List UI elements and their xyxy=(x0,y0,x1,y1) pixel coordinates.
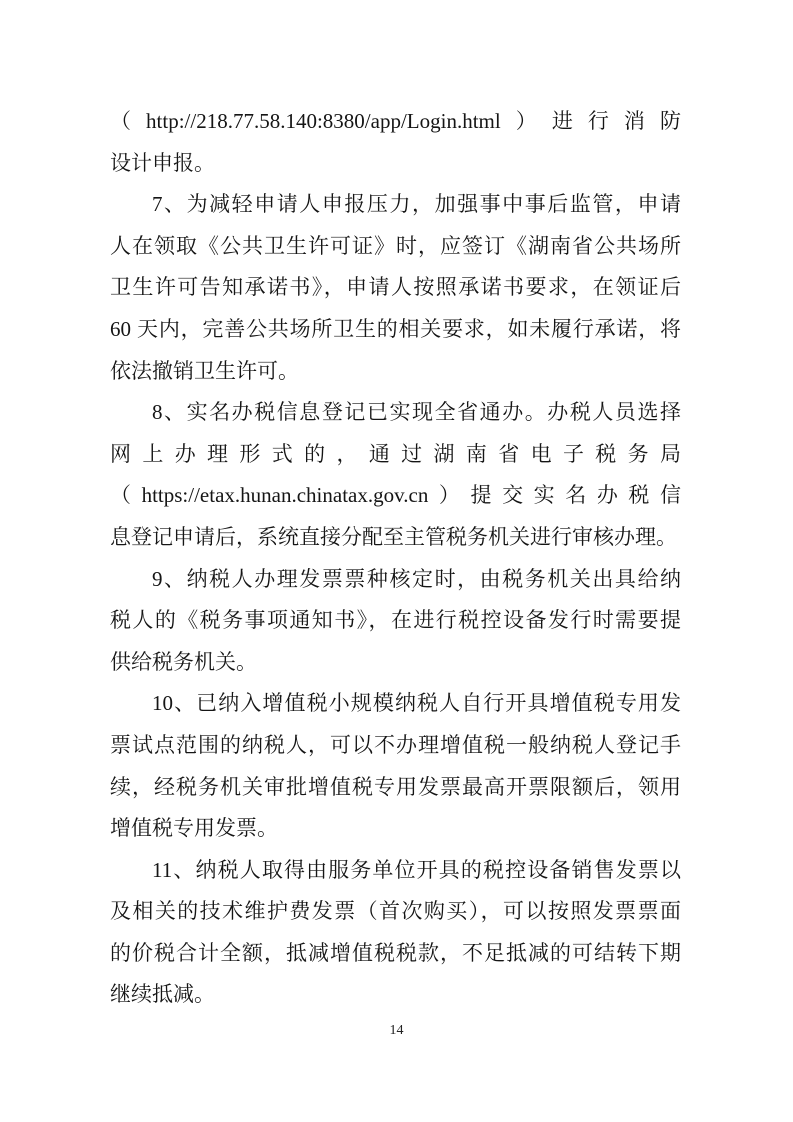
text-line: 卫生许可告知承诺书》，申请人按照承诺书要求，在领证后 xyxy=(110,275,681,300)
text-line: 10、已纳入增值税小规模纳税人自行开具增值税专用发 xyxy=(152,691,681,716)
text-line: 增值税专用发票。 xyxy=(110,816,278,841)
text-line: 税人的《税务事项通知书》，在进行税控设备发行时需要提 xyxy=(110,608,681,633)
text-line: 续，经税务机关审批增值税专用发票最高开票限额后，领用 xyxy=(110,774,681,799)
text-line: 设计申报。 xyxy=(110,150,215,175)
text-line: 票试点范围的纳税人，可以不办理增值税一般纳税人登记手 xyxy=(110,732,681,757)
page-number: 14 xyxy=(389,1023,404,1038)
text-line: 及相关的技术维护费发票（首次购买），可以按照发票票面 xyxy=(110,899,681,924)
text-line: 供给税务机关。 xyxy=(110,649,257,674)
text-line: 人在领取《公共卫生许可证》时，应签订《湖南省公共场所 xyxy=(110,233,681,258)
text-line: 7、为减轻申请人申报压力，加强事中事后监管，申请 xyxy=(152,192,681,217)
text-line: 9、纳税人办理发票票种核定时，由税务机关出具给纳 xyxy=(152,566,681,591)
text-line: （http://218.77.58.140:8380/app/Login.html）进行消防 xyxy=(110,109,681,133)
text-line: 的价税合计全额，抵减增值税税款，不足抵减的可结转下期 xyxy=(110,940,681,965)
text-line: 依法撤销卫生许可。 xyxy=(110,358,299,383)
document-body xyxy=(110,101,681,1016)
text-line: 8、实名办税信息登记已实现全省通办。办税人员选择 xyxy=(152,400,681,425)
text-line: 11、纳税人取得由服务单位开具的税控设备销售发票以 xyxy=(152,857,681,882)
text-line: 息登记申请后，系统直接分配至主管税务机关进行审核办理。 xyxy=(110,524,677,549)
text-line: 继续抵减。 xyxy=(110,982,215,1007)
text-line: 60 天内，完善公共场所卫生的相关要求，如未履行承诺，将 xyxy=(110,316,681,341)
text-line: （https://etax.hunan.chinatax.gov.cn）提交实名办税信 xyxy=(110,483,681,508)
text-line: 网上办理形式的，通过湖南省电子税务局 xyxy=(110,441,681,466)
